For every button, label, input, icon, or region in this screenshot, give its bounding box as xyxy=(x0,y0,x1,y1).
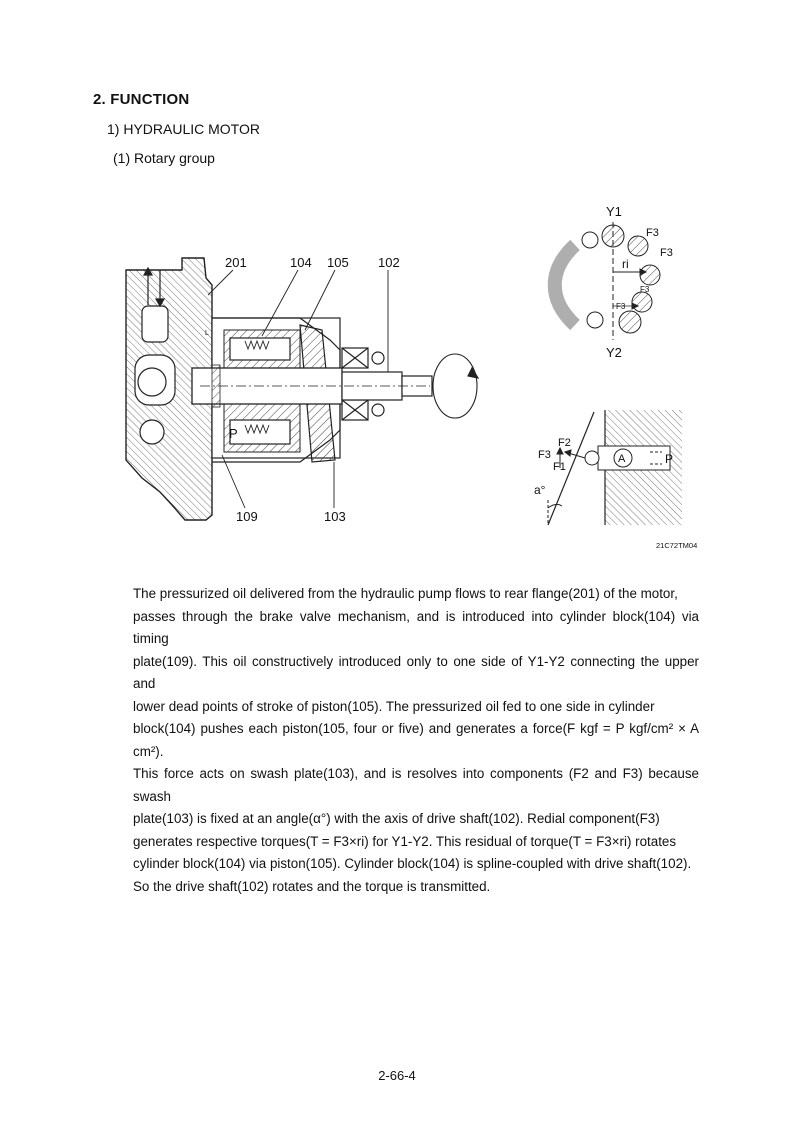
callout-201: 201 xyxy=(225,255,247,270)
paragraph-line: The pressurized oil delivered from the hydraulic pump flows to rear flange(201) of the motor, xyxy=(133,586,678,601)
motor-cross-section xyxy=(126,258,478,520)
pressure-label: P xyxy=(229,426,238,441)
description-paragraph xyxy=(133,583,699,898)
page-number: 2-66-4 xyxy=(378,1068,416,1083)
paragraph-line: block(104) pushes each piston(105, four or five) and generates a force(F kgf = P kgf/cm² × A cm²). xyxy=(133,721,699,759)
label-f3-a: F3 xyxy=(646,227,659,239)
callout-105: 105 xyxy=(327,255,349,270)
paragraph-line: lower dead points of stroke of piston(105). The pressurized oil fed to one side in cylinder xyxy=(133,698,655,714)
paragraph-line: cylinder block(104) via piston(105). Cylinder block(104) is spline-coupled with drive shaft(102). xyxy=(133,856,692,871)
label-ri: ri xyxy=(622,257,629,271)
label-a: A xyxy=(618,453,626,465)
paragraph-line: plate(103) is fixed at an angle(α°) with the axis of drive shaft(102). Redial component(F3) xyxy=(133,811,660,826)
label-f3-c: F3 xyxy=(640,285,650,294)
section-heading: 2. FUNCTION xyxy=(93,91,190,108)
rotary-group-figure xyxy=(0,0,794,560)
radial-layout-diagram xyxy=(555,222,660,340)
section-label: L xyxy=(205,330,209,337)
figure-ref-code: 21C72TM04 xyxy=(656,541,698,550)
callout-102: 102 xyxy=(378,255,400,270)
label-angle: a° xyxy=(534,483,546,497)
paragraph-line: generates respective torques(T = F3×ri) for Y1-Y2. This residual of torque(T = F3×ri) rotates xyxy=(133,833,677,849)
label-f3: F3 xyxy=(538,449,551,461)
subsection-heading: 1) HYDRAULIC MOTOR xyxy=(107,121,260,137)
label-f3-b: F3 xyxy=(660,247,673,259)
item-heading: (1) Rotary group xyxy=(113,150,215,166)
callout-109: 109 xyxy=(236,509,258,524)
callout-103: 103 xyxy=(324,509,346,524)
label-p: P xyxy=(665,452,674,466)
callout-104: 104 xyxy=(290,255,312,270)
label-f2: F2 xyxy=(558,437,571,449)
label-y2: Y2 xyxy=(606,345,622,360)
paragraph-line: This force acts on swash plate(103), and is resolves into components (F2 and F3) because swash xyxy=(133,766,699,804)
paragraph-line: plate(109). This oil constructively introduced only to one side of Y1-Y2 connecting the upper and xyxy=(133,653,699,691)
label-y1: Y1 xyxy=(606,204,622,219)
force-diagram xyxy=(548,410,682,525)
paragraph-line: passes through the brake valve mechanism, and is introduced into cylinder block(104) via timing xyxy=(133,608,699,646)
label-f3-d: F3 xyxy=(616,302,626,311)
paragraph-line: So the drive shaft(102) rotates and the torque is transmitted. xyxy=(133,878,491,894)
label-f1: F1 xyxy=(553,461,566,473)
